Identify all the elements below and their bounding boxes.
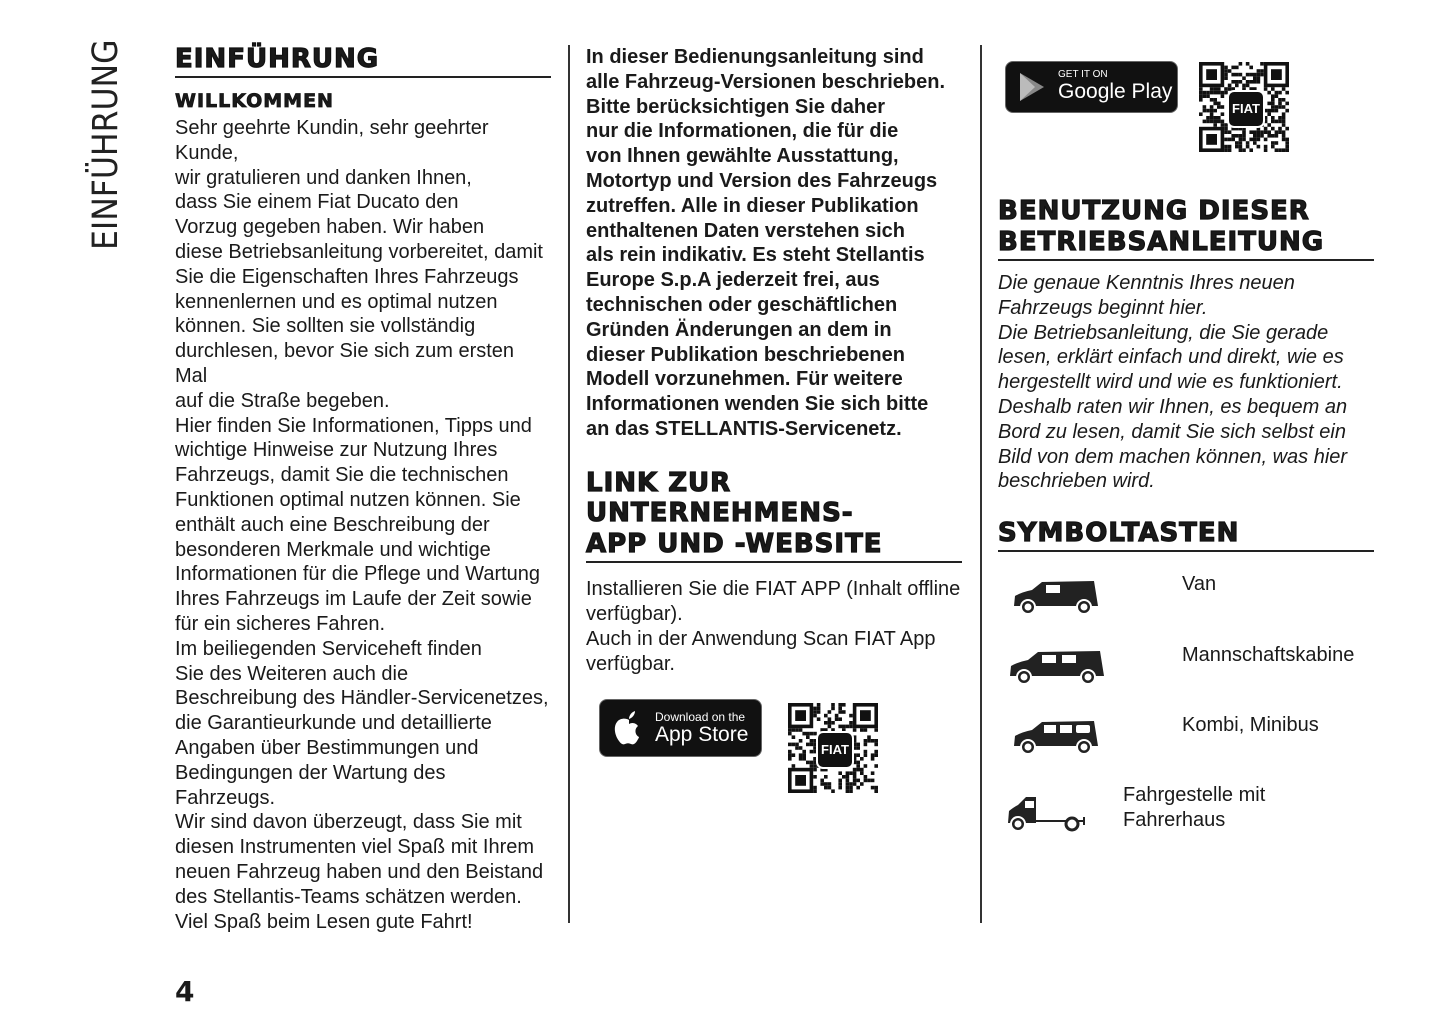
app-store-small-text: Download on the bbox=[655, 710, 746, 724]
symbol-label-chassis-cab: Fahrgestelle mit Fahrerhaus bbox=[1123, 784, 1266, 831]
van-icon bbox=[1012, 578, 1104, 618]
app-store-badge[interactable] bbox=[599, 699, 762, 757]
column-divider bbox=[568, 45, 570, 923]
side-section-label: EINFÜHRUNG bbox=[86, 39, 126, 251]
subheading-willkommen: WILLKOMMEN bbox=[175, 90, 334, 112]
google-play-big-text: Google Play bbox=[1058, 80, 1173, 103]
app-store-big-text: App Store bbox=[655, 723, 749, 746]
crew-cab-icon bbox=[1008, 648, 1108, 688]
heading-app-link: LINK ZUR UNTERNEHMENS- APP UND -WEBSITE bbox=[586, 468, 962, 564]
app-install-text: Installieren Sie die FIAT APP (Inhalt offline verfügbar). Auch in der Anwendung Scan FIAT App verfügbar. bbox=[586, 578, 961, 675]
page-number: 4 bbox=[175, 975, 195, 1008]
heading-einfuehrung: EINFÜHRUNG bbox=[175, 44, 551, 78]
symbol-label-van: Van bbox=[1182, 573, 1217, 595]
heading-usage: BENUTZUNG DIESER BETRIEBSANLEITUNG bbox=[998, 196, 1374, 261]
app-store-qr-code[interactable] bbox=[788, 703, 878, 793]
column-usage bbox=[998, 196, 1374, 552]
welcome-text: Sehr geehrte Kundin, sehr geehrter Kunde, wir gratulieren und danken Ihnen, dass Sie einem Fiat Ducato den Vorzug gegeben haben. Wir haben diese Betriebsanleitung vorbereitet, damit Sie die Eigenschaften Ihres Fahrzeugs kennenlernen und es optimal nutzen können. Sie sollten sie vollständig durchlesen, bevor Sie sich zum ersten Mal auf die Straße begeben. Hier finden Sie Informationen, Tipps und wichtige Hinweise zur Nutzung Ihres Fahrzeugs, damit Sie die technischen Funktionen optimal nutzen können. Sie enthält auch eine Beschreibung der besonderen Merkmale und wichtige Informationen für die Pflege und Wartung Ihres Fahrzeugs im Laufe der Zeit sowie für ein sicheres Fahren. Im beiliegenden Serviceheft finden Sie des Weiteren auch die Beschreibung des Händler-Servicenetzes, die Garantieurkunde und detaillierte Angaben über Bestimmungen und Bedingungen der Wartung des Fahrzeugs. Wir sind davon überzeugt, dass Sie mit diesen Instrumenten viel Spaß mit Ihrem neuen Fahrzeug haben und den Beistand des Stellantis-Teams schätzen werden. Viel Spaß beim Lesen gute Fahrt! bbox=[175, 117, 549, 933]
apple-icon bbox=[612, 710, 646, 748]
versions-notice: In dieser Bedienungsanleitung sind alle Fahrzeug-Versionen beschrieben. Bitte berücksichtigen Sie daher nur die Informationen, die für die von Ihnen gewählte Ausstattung, Motortyp und Version des Fahrzeugs zutreffen. Alle in dieser Publikation enthaltenen Daten verstehen sich als rein indikativ. Es steht Stellantis Europe S.p.A jederzeit frei, aus technischen oder geschäftlichen Gründen Änderungen an dem in dieser Publikation beschriebenen Modell vorzunehmen. Für weitere Informationen wenden Sie sich bitte an das STELLANTIS-Servicenetz. bbox=[586, 46, 946, 440]
fiat-logo: FIAT bbox=[816, 731, 854, 769]
fiat-logo: FIAT bbox=[1227, 90, 1265, 128]
usage-text: Die genaue Kenntnis Ihres neuen Fahrzeugs beginnt hier. Die Betriebsanleitung, die Sie gerade lesen, erklärt einfach und direkt, wie es hergestellt wird und wie es funktioniert. Deshalb raten wir Ihnen, es bequem an Bord zu lesen, damit Sie sich selbst ein Bild von dem machen können, was hier beschrieben wird. bbox=[998, 272, 1348, 493]
heading-symbols: SYMBOLTASTEN bbox=[998, 518, 1374, 552]
column-intro bbox=[175, 44, 551, 934]
google-play-small-text: GET IT ON bbox=[1058, 69, 1108, 80]
google-play-qr-code[interactable] bbox=[1199, 62, 1289, 152]
google-play-icon bbox=[1018, 72, 1046, 102]
minibus-icon bbox=[1012, 718, 1104, 758]
symbol-label-minibus: Kombi, Minibus bbox=[1182, 714, 1319, 736]
symbol-label-crew-cab: Mannschaftskabine bbox=[1182, 644, 1355, 666]
column-notice bbox=[586, 45, 962, 676]
column-divider bbox=[980, 45, 982, 923]
google-play-badge[interactable] bbox=[1005, 61, 1178, 113]
chassis-cab-icon bbox=[1006, 795, 1088, 835]
